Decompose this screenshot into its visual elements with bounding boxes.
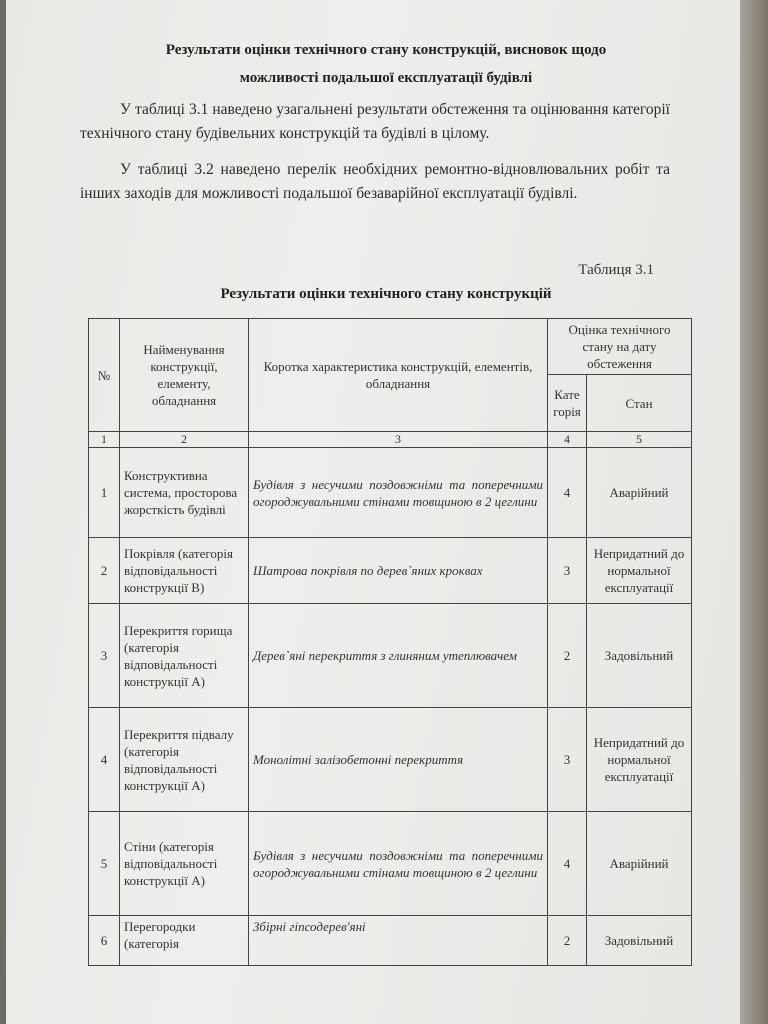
row-number: 2 [89, 538, 120, 604]
header-category: Кате горія [548, 375, 587, 432]
table-row [89, 916, 692, 966]
column-index: 4 [548, 432, 587, 448]
column-index-row [89, 432, 692, 448]
row-description: Монолітні залізобетонні перекриття [249, 708, 548, 812]
column-index: 5 [587, 432, 692, 448]
row-state: Аварійний [587, 448, 692, 538]
row-description: Будівля з несучими поздовжніми та поперечними огороджувальними стінами товщиною в 2 цеглини [249, 448, 548, 538]
row-description: Будівля з несучими поздовжніми та поперечними огороджувальними стінами товщиною в 2 цеглини [249, 812, 548, 916]
row-description: Дерев`яні перекриття з глиняним утеплювачем [249, 604, 548, 708]
section-title-line-1: Результати оцінки технічного стану конструкцій, висновок щодо [165, 42, 607, 58]
row-description: Збірні гіпсодерев'яні [249, 916, 548, 966]
row-state: Непридатний до нормальної експлуатації [587, 708, 692, 812]
row-name: Перегородки (категорія [120, 916, 249, 966]
table-row [89, 708, 692, 812]
row-state: Аварійний [587, 812, 692, 916]
row-number: 5 [89, 812, 120, 916]
row-description: Шатрова покрівля по дерев`яних кроквах [249, 538, 548, 604]
column-index: 2 [120, 432, 249, 448]
paragraph-2: У таблиці 3.2 наведено перелік необхідних ремонтно-відновлювальних робіт та інших заходів для можливості подальшої безаварійної експлуатації будівлі. [80, 161, 670, 202]
paragraph-1: У таблиці 3.1 наведено узагальнені результати обстеження та оцінювання категорії технічного стану будівельних конструкцій та будівлі в цілому. [80, 101, 670, 142]
row-name: Покрівля (категорія відповідальності конструкції В) [120, 538, 249, 604]
header-no: № [89, 319, 120, 432]
row-category: 2 [548, 916, 587, 966]
row-category: 4 [548, 448, 587, 538]
header-description: Коротка характеристика конструкцій, елементів, обладнання [249, 319, 548, 432]
row-state: Задовільний [587, 916, 692, 966]
row-category: 4 [548, 812, 587, 916]
table-row [89, 448, 692, 538]
table-row [89, 812, 692, 916]
row-number: 3 [89, 604, 120, 708]
table-row [89, 604, 692, 708]
column-index: 1 [89, 432, 120, 448]
row-category: 3 [548, 538, 587, 604]
row-state: Задовільний [587, 604, 692, 708]
table-title: Результати оцінки технічного стану конструкцій [220, 286, 552, 302]
header-name: Найменування конструкції, елементу, обладнання [120, 319, 249, 432]
row-number: 6 [89, 916, 120, 966]
header-assessment: Оцінка технічного стану на дату обстеження [548, 319, 692, 375]
row-number: 1 [89, 448, 120, 538]
header-state: Стан [587, 375, 692, 432]
row-number: 4 [89, 708, 120, 812]
row-state: Непридатний до нормальної експлуатації [587, 538, 692, 604]
document-page [6, 0, 740, 1024]
table-row [89, 538, 692, 604]
row-category: 3 [548, 708, 587, 812]
section-title-line-2: можливості подальшої експлуатації будівлі [239, 70, 533, 86]
row-category: 2 [548, 604, 587, 708]
table-caption: Таблиця 3.1 [578, 262, 654, 278]
row-name: Перекриття підвалу (категорія відповідальності конструкції А) [120, 708, 249, 812]
column-index: 3 [249, 432, 548, 448]
row-name: Конструктивна система, просторова жорсткість будівлі [120, 448, 249, 538]
row-name: Стіни (категорія відповідальності конструкції А) [120, 812, 249, 916]
results-table [88, 318, 692, 966]
row-name: Перекриття горища (категорія відповідальності конструкції А) [120, 604, 249, 708]
page-edge-shadow [740, 0, 768, 1024]
